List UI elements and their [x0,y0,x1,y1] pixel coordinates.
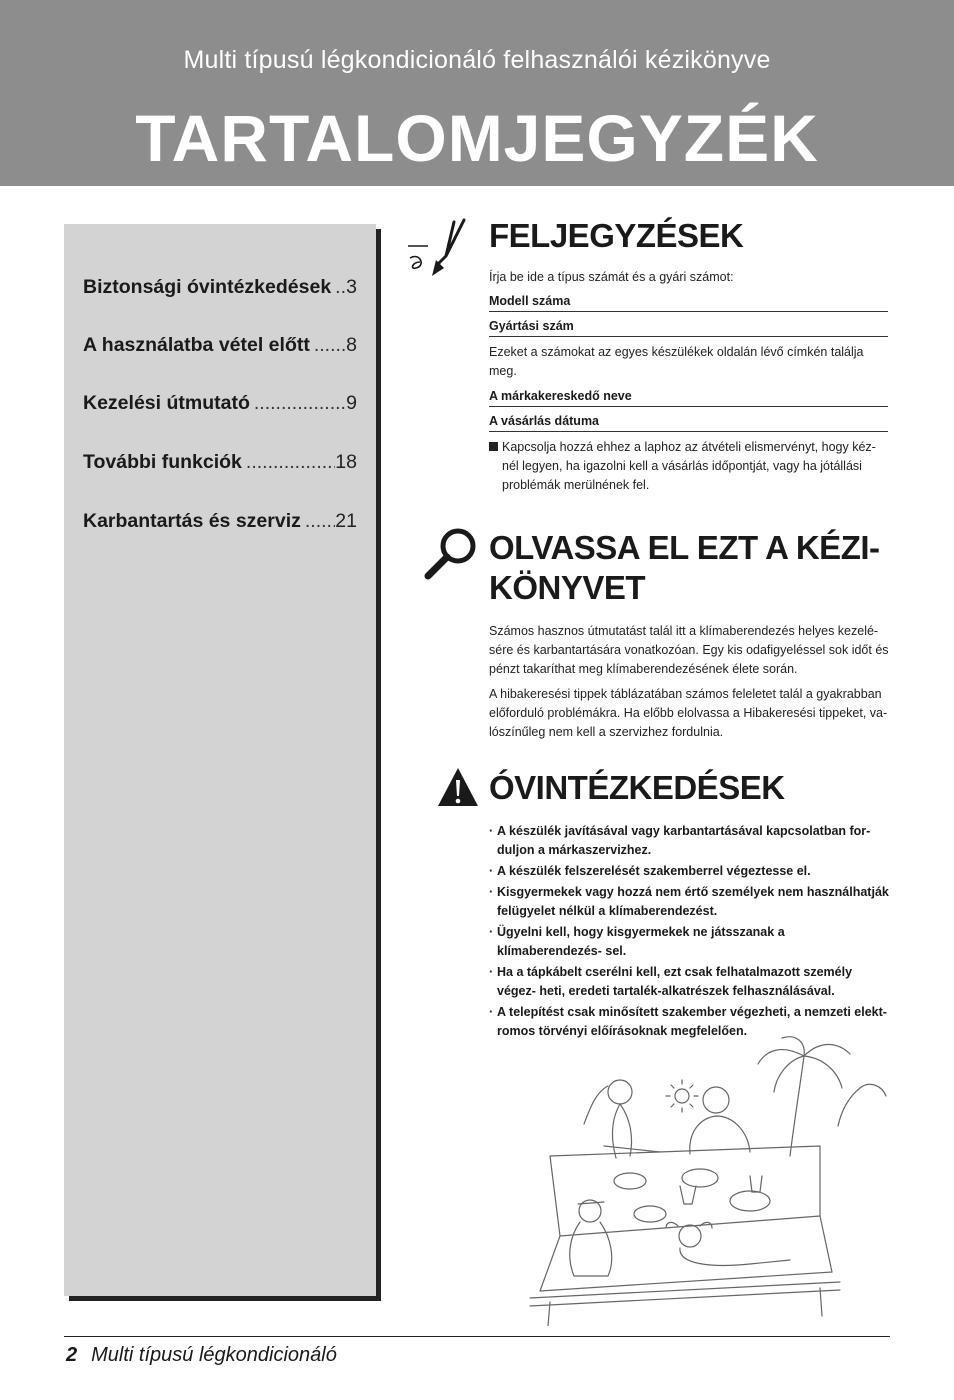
picnic-illustration [520,1036,890,1326]
page-footer [66,1344,337,1367]
list-item: · A készülék felszerelését szakemberrel végeztesse el. [489,862,889,881]
toc-item-operation[interactable] [83,392,357,415]
toc-label: Kezelési útmutató [83,392,250,414]
toc-page: 9 [346,392,357,414]
toc-leader [246,451,335,474]
manual-subtitle: Multi típusú légkondicionáló felhasználói kézikönyve [183,46,771,74]
list-item: · Kisgyermekek vagy hozzá nem értő személyek nem használhatják felügyelet nélkül a klímaberendezést. [489,883,889,921]
toc-item-safety[interactable] [83,276,357,299]
read-manual-title [489,528,880,608]
toc-leader [254,392,346,415]
page-number: 2 [66,1344,78,1366]
receipt-note-text: Kapcsolja hozzá ehhez a laphoz az átvételi elismervényt, hogy kéz- nél legyen, ha igazolni kell a vásárlás időpontját, vagy ha jótállási problémák merülnének fel. [502,440,876,492]
warning-icon [436,766,480,808]
square-bullet-icon [489,442,498,451]
toc-leader [335,276,346,299]
model-number-field[interactable]: Modell száma [489,294,888,312]
toc-page: 18 [335,451,357,473]
read-manual-para1: Számos hasznos útmutatást talál itt a klímaberendezés helyes kezelé- sére és karbantartására vonatkozóan. Egy kis odafigyeléssel sok időt és pénzt takaríthat meg klímaberendezésének élete során. [489,624,889,676]
page-title: TARTALOMJEGYZÉK [135,101,819,175]
toc-label: További funkciók [83,451,242,473]
list-item: · Ha a tápkábelt cserélni kell, ezt csak felhatalmazott személy végez- heti, eredeti tartalék-alkatrészek felhasználásával. [489,963,889,1001]
toc-label: Karbantartás és szerviz [83,510,301,532]
header-banner [0,0,954,186]
toc-label: A használatba vétel előtt [83,334,310,356]
read-manual-title-line2: KÖNYVET [489,569,646,606]
read-manual-title-line1: OLVASSA EL EZT A KÉZI- [489,529,880,566]
magnifier-icon [422,526,482,582]
read-manual-para2: A hibakeresési tippek táblázatában számos feleletet talál a gyakrabban előforduló problémákra. Ha előbb elolvassa a Hibakeresési tippeket, va- lószínűleg nem kell a szervizhez fordulnia. [489,687,888,739]
toc-page: 21 [335,510,357,532]
footer-rule [64,1336,890,1337]
toc-label: Biztonsági óvintézkedések [83,276,332,298]
notes-title: FELJEGYZÉSEK [489,217,744,254]
serial-number-field[interactable]: Gyártási szám [489,319,888,337]
notes-intro: Írja be ide a típus számát és a gyári számot: [489,270,734,284]
label-location-text: Ezeket a számokat az egyes készülékek oldalán lévő címkén találja meg. [489,345,864,378]
toc-item-before-use[interactable] [83,334,357,357]
caution-title: ÓVINTÉZKEDÉSEK [489,769,785,806]
toc-item-maintenance[interactable] [83,510,357,533]
list-item: · A készülék javításával vagy karbantartásával kapcsolatban for- duljon a márkaszervizhez. [489,822,889,860]
toc-page: 8 [346,334,357,356]
list-item: · Ügyelni kell, hogy kisgyermekek ne játsszanak a klímaberendezés- sel. [489,923,889,961]
footer-text: Multi típusú légkondicionáló [91,1344,337,1366]
receipt-note [489,438,888,492]
dealer-name-field[interactable]: A márkakereskedő neve [489,389,888,407]
purchase-date-field[interactable]: A vásárlás dátuma [489,414,888,432]
pen-nib-icon [406,216,476,280]
toc-page: 3 [346,276,357,298]
toc-leader [305,510,335,533]
toc-leader [314,334,346,357]
list-item: · A telepítést csak minősített szakember végezheti, a nemzeti elekt- romos törvényi előírásoknak megfelelően. [489,1003,889,1041]
toc-panel [64,224,376,1296]
caution-list [489,822,889,1043]
toc-item-functions[interactable] [83,451,357,474]
